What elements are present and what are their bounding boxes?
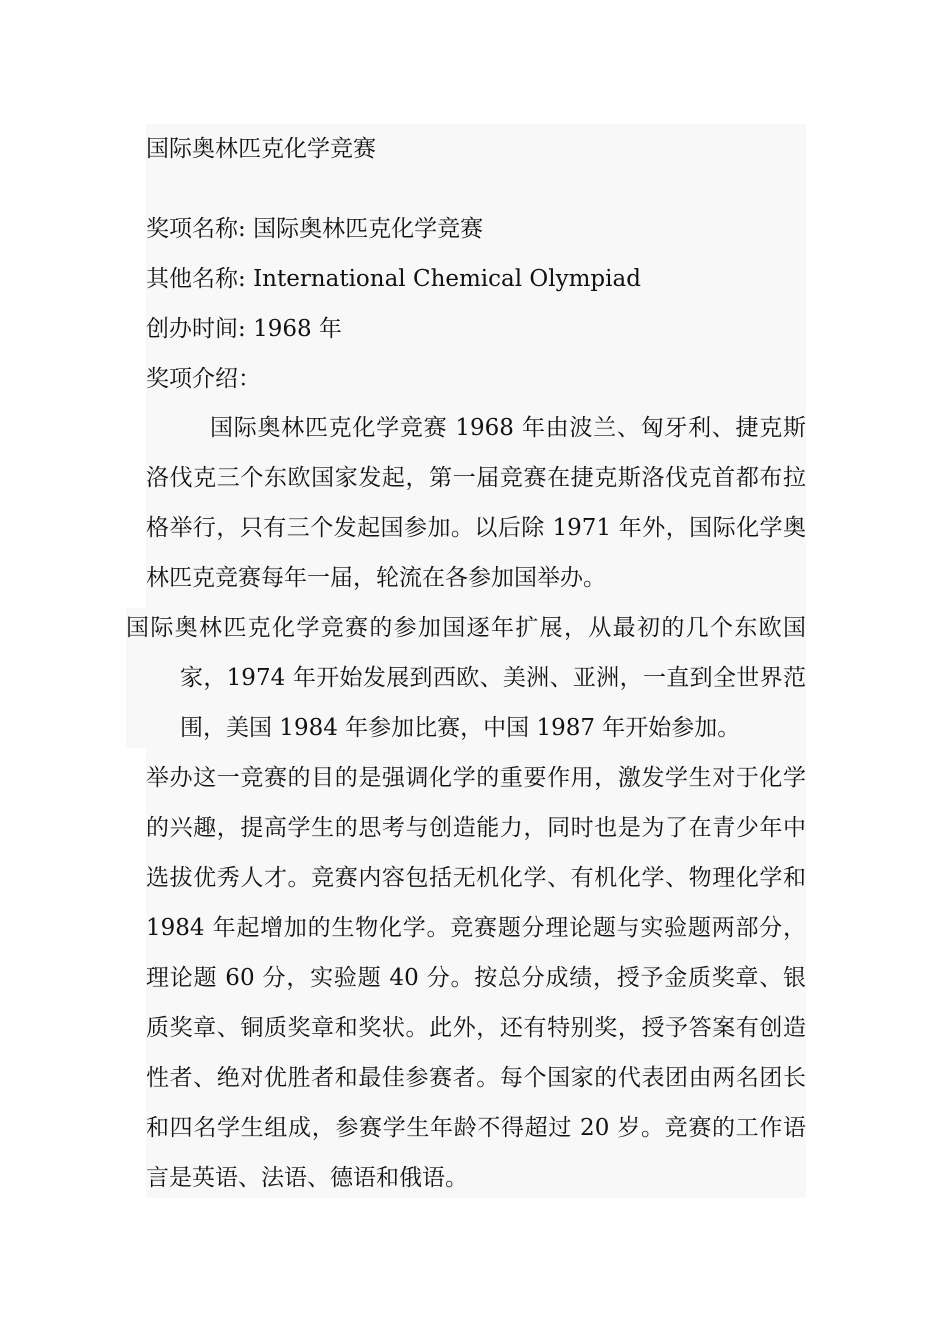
field-label: 其他名称 <box>146 266 238 292</box>
field-value: International Chemical Olympiad <box>253 266 641 292</box>
field-separator: : <box>238 216 254 242</box>
intro-paragraph-purpose: 举办这一竞赛的目的是强调化学的重要作用，激发学生对于化学的兴趣，提高学生的思考与创造能力，同时也是为了在青少年中选拔优秀人才。竞赛内容包括无机化学、有机化学、物理化学和 1984 年起增加的生物化学。竞赛题分理论题与实验题两部分，理论题 60 分，实验题 40 分。按总分成绩，授予金质奖章、银质奖章、铜质奖章和奖状。此外，还有特别奖，授予答案有创造性者、绝对优胜者和最佳参赛者。每个国家的代表团由两名团长和四名学生组成，参赛学生年龄不得超过 20 岁。竞赛的工作语言是英语、法语、德语和俄语。 <box>146 765 806 1191</box>
field-introduction <box>146 364 261 394</box>
field-separator: : <box>238 266 254 292</box>
field-label: 奖项名称 <box>146 216 238 242</box>
field-award-name <box>146 214 483 244</box>
field-value: 1968 年 <box>253 316 342 342</box>
field-separator: : <box>238 316 254 342</box>
intro-paragraph-expansion: 国际奥林匹克化学竞赛的参加国逐年扩展，从最初的几个东欧国家，1974 年开始发展到西欧、美洲、亚洲，一直到全世界范围，美国 1984 年参加比赛，中国 1987 年开始参加。 <box>126 615 806 741</box>
intro-paragraph-history: 国际奥林匹克化学竞赛 1968 年由波兰、匈牙利、捷克斯洛伐克三个东欧国家发起，第一届竞赛在捷克斯洛伐克首都布拉格举行，只有三个发起国参加。以后除 1971 年外，国际化学奥林匹克竞赛每年一届，轮流在各参加国举办。 <box>146 415 806 591</box>
field-value: 国际奥林匹克化学竞赛 <box>253 216 484 242</box>
field-founded <box>146 314 342 344</box>
field-label: 奖项介绍 <box>146 366 238 392</box>
document-title: 国际奥林匹克化学竞赛 <box>146 136 376 162</box>
field-other-name <box>146 264 641 294</box>
field-label: 创办时间 <box>146 316 238 342</box>
field-separator: ： <box>238 366 261 392</box>
